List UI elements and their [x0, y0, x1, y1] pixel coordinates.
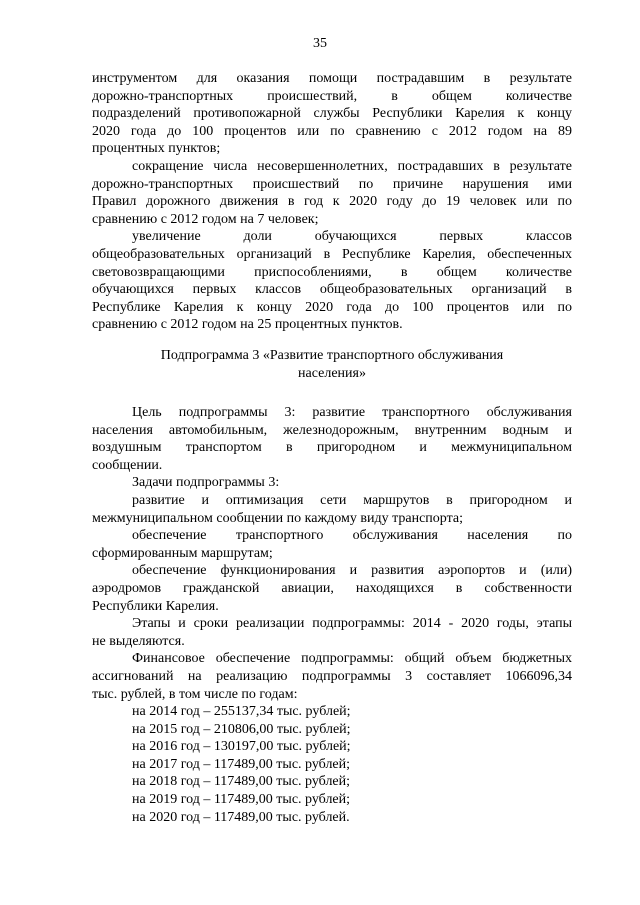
text-line: 2020 года до 100 процентов или по сравнению с 2012 годом на 89: [92, 123, 572, 139]
funding-by-year-list: [92, 703, 572, 826]
text-line: световозвращающими приспособлениями, в общем количестве: [92, 264, 572, 280]
funding-year-item: на 2017 год – 117489,00 тыс. рублей;: [132, 756, 351, 772]
section-heading: [92, 347, 572, 382]
text-line: процентных пунктов;: [92, 141, 221, 157]
text-line: инструментом для оказания помощи пострадавшим в результате: [92, 71, 572, 86]
text-line: Финансовое обеспечение подпрограммы: общий объем бюджетных: [132, 651, 572, 667]
text-line: Цель подпрограммы 3: развитие транспортного обслуживания: [132, 405, 572, 420]
text-line: сравнению с 2012 годом на 7 человек;: [92, 211, 319, 227]
heading-line: Подпрограмма 3 «Развитие транспортного обслуживания: [160, 348, 504, 363]
page-number: 35: [313, 36, 327, 51]
funding-year-item: на 2020 год – 117489,00 тыс. рублей.: [132, 809, 350, 825]
text-line: межмуниципальном сообщении по каждому виду транспорта;: [92, 510, 463, 526]
text-line: увеличение доли обучающихся первых классов: [132, 229, 572, 245]
text-line: не выделяются.: [92, 633, 185, 649]
text-line: обеспечение функционирования и развития аэропортов и (или): [132, 563, 572, 579]
funding-year-item: на 2019 год – 117489,00 тыс. рублей;: [132, 791, 351, 807]
text-line: дорожно-транспортных происшествий по причине нарушения ими: [92, 176, 572, 192]
text-line: Задачи подпрограммы 3:: [132, 475, 280, 491]
text-line: обеспечение транспортного обслуживания населения по: [132, 528, 572, 544]
text-line: сообщении.: [92, 457, 163, 473]
text-line: дорожно-транспортных происшествий, в общем количестве: [92, 88, 572, 104]
text-line: общеобразовательных организаций в Республике Карелия, обеспеченных: [92, 246, 572, 262]
funding-year-item: на 2018 год – 117489,00 тыс. рублей;: [132, 774, 351, 790]
text-line: обучающихся первых классов общеобразовательных организаций в: [92, 282, 572, 298]
text-line: воздушным транспортом в пригородном и межмуниципальном: [92, 440, 572, 456]
funding-year-item: на 2015 год – 210806,00 тыс. рублей;: [132, 721, 351, 737]
text-line: сформированным маршрутам;: [92, 545, 273, 561]
text-line: Республике Карелия к концу 2020 года до 100 процентов или по: [92, 299, 572, 315]
text-line: сокращение числа несовершеннолетних, пострадавших в результате: [132, 158, 572, 174]
paragraph-block-1: [92, 70, 572, 334]
text-line: ассигнований на реализацию подпрограммы 3 составляет 1066096,34: [92, 668, 572, 684]
funding-year-item: на 2014 год – 255137,34 тыс. рублей;: [132, 704, 351, 719]
text-line: развитие и оптимизация сети маршрутов в пригородном и: [132, 492, 572, 508]
text-line: Этапы и сроки реализации подпрограммы: 2014 - 2020 годы, этапы: [132, 616, 572, 632]
text-line: населения автомобильным, железнодорожным, внутренним водным и: [92, 422, 572, 438]
text-line: аэродромов гражданской авиации, находящихся в собственности: [92, 580, 572, 596]
text-line: подразделений противопожарной службы Республики Карелия к концу: [92, 106, 572, 122]
heading-line: населения»: [298, 365, 366, 381]
text-line: Правил дорожного движения в год к 2020 году до 19 человек или по: [92, 194, 572, 210]
text-line: Республики Карелия.: [92, 598, 219, 614]
text-line: сравнению с 2012 годом на 25 процентных пунктов.: [92, 317, 403, 333]
funding-year-item: на 2016 год – 130197,00 тыс. рублей;: [132, 739, 351, 755]
paragraph-block-2: [92, 404, 572, 703]
text-line: тыс. рублей, в том числе по годам:: [92, 686, 298, 702]
